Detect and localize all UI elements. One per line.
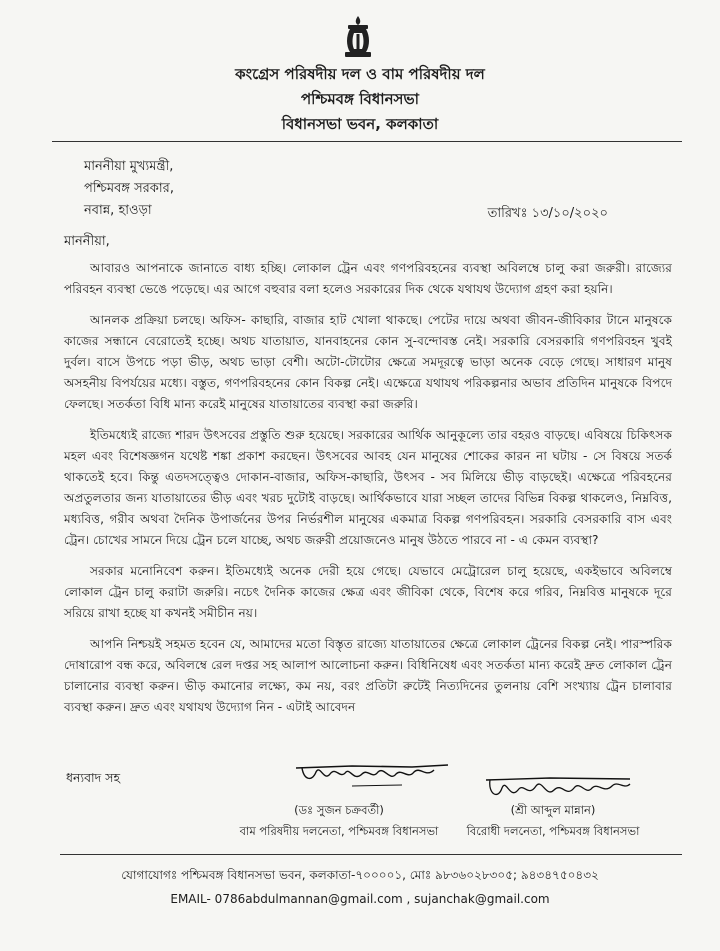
signer-name: (শ্রী আব্দুল মান্নান) xyxy=(510,803,596,817)
letter-date: তারিখঃ ১৩/১০/২০২০ xyxy=(487,206,608,221)
recipient-line-1: মাননীয়া মুখ্যমন্ত্রী, xyxy=(84,159,174,174)
salutation: মাননীয়া, xyxy=(64,234,110,249)
letterhead-line-assembly: পশ্চিমবঙ্গ বিধানসভা xyxy=(300,90,419,108)
closing: ধন্যবাদ সহ xyxy=(66,770,121,785)
footer-contact xyxy=(0,863,720,911)
signer-name: (ডঃ সুজন চক্রবর্তী) xyxy=(294,803,384,817)
recipient-address xyxy=(84,156,174,222)
recipient-line-3: নবান্ন, হাওড়া xyxy=(84,203,152,218)
congress-emblem-icon xyxy=(340,14,376,60)
body-paragraph-2: আনলক প্রক্রিয়া চলছে। অফিস- কাছারি, বাজার হাট খোলা থাকছে। পেটের দায়ে অথবা জীবন-জীবিকার টানে মানুষকে কাজের সন্ধানে বেরোতেই হচ্ছে। অথচ যাতায়াত, যানবাহনের কোন সু-বন্দোবস্ত নেই। সরকারি বেসরকারি গণপরিবহন খুবই দুর্বল। বাসে উপচে পড়া ভীড়, অথচ ভাড়া বেশী। অটো-টোটোর ক্ষেত্রে সমদূরত্বে ভাড়া অনেক বেড়ে গেছে। সাধারণ মানুষ অসহনীয় বিপর্যয়ের মধ্যে। বস্তুত, গণপরিবহনের কোন বিকল্প নেই। এক্ষেত্রে যথাযথ পরিকল্পনার অভাব প্রতিদিন মানুষকে বিপদে ফেলছে। সতর্কতা বিধি মান্য করেই মানুষের যাতায়াতের ব্যবস্থা করা জরুরি। xyxy=(64,313,672,411)
letterhead-line-address: বিধানসভা ভবন, কলকাতা xyxy=(281,115,439,133)
signer-title: বিরোধী দলনেতা, পশ্চিমবঙ্গ বিধানসভা xyxy=(466,824,640,838)
signer-block-left xyxy=(214,800,464,842)
signer-title: বাম পরিষদীয় দলনেতা, পশ্চিমবঙ্গ বিধানসভা xyxy=(239,824,439,838)
body-paragraph-4: সরকার মনোনিবেশ করুন। ইতিমধ্যেই অনেক দেরী হয়ে গেছে। যেভাবে মেট্রোরেল চালু হয়েছে, একইভাবে অবিলম্বে লোকাল ট্রেন চালু করাটা জরুরি। নচেৎ দৈনিক কাজের ক্ষেত্র এবং জীবিকা থেকে, বিশেষ করে গরিব, নিম্নবিত্ত মানুষকে দূরে সরিয়ে রাখা হচ্ছে যা কখনই সমীচীন নয়। xyxy=(64,564,672,620)
footer-address-phone: যোগাযোগঃ পশ্চিমবঙ্গ বিধানসভা ভবন, কলকাতা-৭০০০০১, মোঃ ৯৮৩৬০২৮৩০৫; ৯৪৩৪৭৫০৪৩২ xyxy=(121,868,599,882)
signer-block-right xyxy=(438,800,668,842)
letterhead xyxy=(0,62,720,137)
signature-sujan-chakraborty xyxy=(292,756,452,790)
letterhead-line-party: কংগ্রেস পরিষদীয় দল ও বাম পরিষদীয় দল xyxy=(235,65,485,83)
recipient-line-2: পশ্চিমবঙ্গ সরকার, xyxy=(84,181,174,196)
letter-body xyxy=(64,258,672,728)
footer-divider xyxy=(60,854,682,855)
body-paragraph-5: আপনি নিশ্চয়ই সহমত হবেন যে, আমাদের মতো বিস্তৃত রাজ্যে যাতায়াতের ক্ষেত্রে লোকাল ট্রেনের বিকল্প নেই। পারস্পরিক দোষারোপ বন্ধ করে, অবিলম্বে রেল দপ্তর সহ আলাপ আলোচনা করুন। বিধিনিষেধ এবং সতর্কতা মান্য করেই দ্রুত লোকাল ট্রেন চালানোর ব্যবস্থা করুন। ভীড় কমানোর লক্ষ্যে, কম নয়, বরং প্রতিটা রুটেই নিত্যদিনের তুলনায় বেশি সংখ্যায় ট্রেন চালাবার ব্যবস্থা করুন। দ্রুত এবং যথাযথ উদ্যোগ নিন - এটাই আবেদন xyxy=(64,637,672,714)
body-paragraph-3: ইতিমধ্যেই রাজ্যে শারদ উৎসবের প্রস্তুতি শুরু হয়েছে। সরকারের আর্থিক আনুকূল্যে তার বহরও বাড়ছে। এবিষয়ে চিকিৎসক মহল এবং বিশেষজ্ঞগন যথেষ্ট শঙ্কা প্রকাশ করছেন। উৎসবের আবহ যেন মানুষের শোকের কারন না ঘটায় - সে বিষয়ে সতর্ক থাকতেই হবে। কিন্তু এতদসত্ত্বেও দোকান-বাজার, অফিস-কাছারি, উৎসব - সব মিলিয়ে ভীড় বাড়ছেই। এক্ষেত্রে পরিবহনের অপ্রতুলতার জন্য যাতায়াতের ভীড় এবং খরচ দুটোই বাড়ছে। আর্থিকভাবে যারা সচ্ছল তাদের বিভিন্ন বিকল্প থাকলেও, নিম্নবিত্ত, মধ্যবিত্ত, গরীব অথবা দৈনিক উপার্জনের উপর নির্ভরশীল মানুষের একমাত্র বিকল্প গণপরিবহন। সরকারি বেসরকারি বাস এবং ট্রেন। চোখের সামনে দিয়ে ট্রেন চলে যাচ্ছে, অথচ জরুরী প্রয়োজনেও মানুষ উঠতে পারবে না - এ কেমন ব্যবস্থা? xyxy=(64,428,672,547)
body-paragraph-1: আবারও আপনাকে জানাতে বাধ্য হচ্ছি। লোকাল ট্রেন এবং গণপরিবহনের ব্যবস্থা অবিলম্বে চালু করা জরুরী। রাজ্যের পরিবহন ব্যবস্থা ভেঙে পড়েছে। এর আগে বহুবার বলা হলেও সরকারের দিক থেকে যথাযথ উদ্যোগ গ্রহণ করা হয়নি। xyxy=(64,261,672,296)
header-divider xyxy=(52,141,682,142)
footer-email: EMAIL- 0786abdulmannan@gmail.com , sujanchak@gmail.com xyxy=(170,892,550,906)
